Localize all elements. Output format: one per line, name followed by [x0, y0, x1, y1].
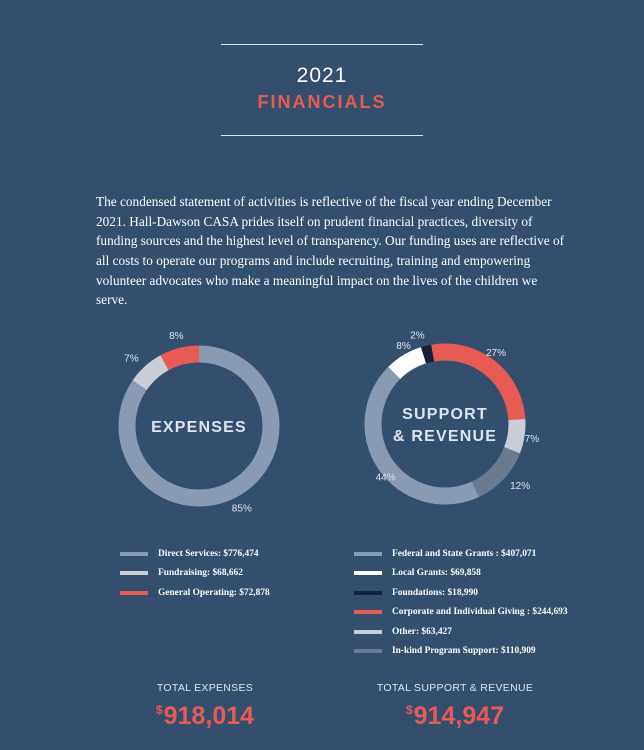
revenue-legend	[354, 544, 568, 661]
page-title: FINANCIALS	[257, 92, 387, 112]
legend-swatch	[120, 591, 148, 595]
total-expenses-label: TOTAL EXPENSES	[156, 682, 254, 694]
percent-label-local-grants: 8%	[396, 341, 411, 353]
legend-swatch	[354, 649, 382, 653]
legend-label: General Operating: $72,878	[158, 587, 270, 598]
legend-item-foundations	[354, 583, 568, 603]
legend-item-direct-services	[120, 544, 270, 564]
slice-fundraising	[140, 363, 165, 385]
report-year: 2021	[296, 64, 348, 87]
currency-symbol: $	[155, 703, 163, 717]
slice-foundations	[424, 353, 433, 355]
legend-label: Corporate and Individual Giving : $244,693	[392, 607, 568, 618]
slice-local-grants	[394, 355, 423, 373]
legend-label: In-kind Program Support: $110,909	[392, 646, 536, 657]
legend-label: Fundraising: $68,662	[158, 568, 243, 579]
chart-title-line: SUPPORT	[402, 406, 488, 423]
legend-item-corporate-and-individual-giving	[354, 603, 568, 623]
slice-in-kind-program-support	[475, 450, 512, 489]
percent-label-foundations: 2%	[410, 330, 425, 342]
legend-swatch	[120, 571, 148, 575]
slice-other	[512, 419, 517, 450]
percent-label-federal-and-state-grants: 44%	[375, 472, 396, 484]
chart-title-line: EXPENSES	[151, 419, 247, 436]
expenses-legend	[120, 544, 270, 603]
total-revenue-label: TOTAL SUPPORT & REVENUE	[376, 682, 534, 694]
legend-label: Other: $63,427	[392, 626, 452, 637]
percent-label-direct-services: 85%	[231, 503, 252, 515]
expenses-donut-chart	[124, 331, 271, 515]
legend-item-general-operating	[120, 583, 270, 603]
slice-general-operating	[165, 354, 199, 363]
percent-label-other: 7%	[524, 434, 540, 446]
percent-label-fundraising: 7%	[124, 353, 139, 365]
total-revenue-amount: 914,947	[413, 702, 505, 730]
legend-label: Direct Services: $776,474	[158, 548, 259, 559]
legend-swatch	[354, 552, 382, 556]
legend-label: Federal and State Grants : $407,071	[392, 548, 537, 559]
revenue-donut-chart	[373, 331, 539, 496]
legend-swatch	[354, 591, 382, 595]
legend-item-local-grants	[354, 564, 568, 584]
legend-swatch	[354, 610, 382, 614]
percent-label-corporate-and-individual-giving: 27%	[485, 347, 507, 359]
intro-paragraph: The condensed statement of activities is reflective of the fiscal year ending December 2021. Hall-Dawson CASA prides itself on prudent financial practices, diversity of funding sources and the highest level of transparency. Our funding uses are reflective of all costs to operate our programs and include recruiting, training and empowering volunteer advocates who make a meaningful impact on the lives of the children we serve.	[96, 194, 565, 308]
legend-label: Local Grants: $69,858	[392, 568, 481, 579]
percent-label-general-operating: 8%	[169, 330, 184, 342]
total-expenses-amount: 918,014	[163, 702, 255, 730]
legend-item-federal-and-state-grants	[354, 544, 568, 564]
legend-swatch	[354, 571, 382, 575]
legend-label: Foundations: $18,990	[392, 587, 478, 598]
total-revenue-value	[350, 702, 560, 731]
total-expenses-value	[120, 702, 290, 731]
legend-swatch	[354, 630, 382, 634]
legend-item-other	[354, 622, 568, 642]
chart-title-line: & REVENUE	[392, 428, 498, 445]
legend-item-in-kind-program-support	[354, 642, 568, 662]
currency-symbol: $	[405, 703, 413, 717]
percent-label-in-kind-program-support: 12%	[510, 481, 531, 492]
legend-item-fundraising	[120, 564, 270, 584]
legend-swatch	[120, 552, 148, 556]
